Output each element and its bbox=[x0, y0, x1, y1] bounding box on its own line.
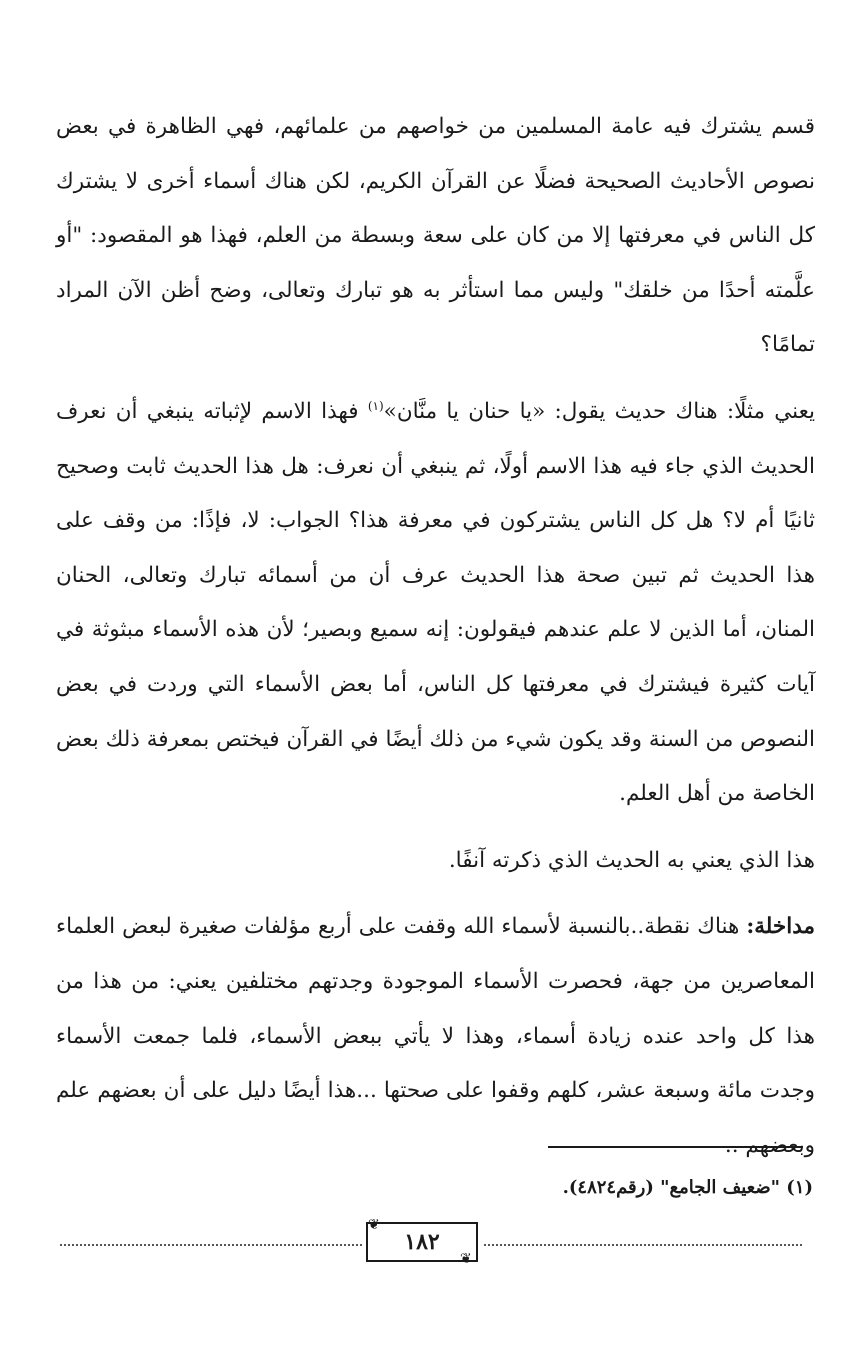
page-number: ١٨٢ bbox=[404, 1229, 440, 1255]
footer-dotted-line-right bbox=[484, 1244, 802, 1246]
footer-dotted-line-left bbox=[60, 1244, 362, 1246]
paragraph-1-text: قسم يشترك فيه عامة المسلمين من خواصهم من علمائهم، فهي الظاهرة في بعض نصوص الأحاديث الصحيحة فضلًا عن القرآن الكريم، لكن هناك أسماء أخرى لا يشترك كل الناس في معرفتها إلا من كان على سعة وبسطة من العلم، فهذا هو المقصود: "أو علَّمته أحدًا من خلقك" وليس مما استأثر به هو تبارك وتعالى، وضح أظن الآن المراد تمامًا؟ bbox=[56, 114, 815, 358]
paragraph-4 bbox=[56, 900, 815, 1173]
footnote-separator bbox=[548, 1146, 803, 1148]
ornament-icon: ❦ bbox=[368, 1217, 380, 1233]
paragraph-1 bbox=[56, 100, 815, 373]
main-text bbox=[56, 100, 815, 1173]
interjection-label: مداخلة: bbox=[746, 914, 815, 940]
ornament-icon: ❦ bbox=[460, 1251, 472, 1267]
paragraph-2-text-start: يعني مثلًا: هناك حديث يقول: «يا حنان يا منَّان» bbox=[383, 398, 815, 424]
paragraph-4-text: هناك نقطة..بالنسبة لأسماء الله وقفت على أربع مؤلفات صغيرة لبعض العلماء المعاصرين من جهة، فحصرت الأسماء الموجودة وجدتهم مختلفين يعني: من هذا من هذا كل واحد عنده زيادة أسماء، وهذا لا يأتي ببعض الأسماء، فلما جمعت الأسماء وجدت مائة وسبعة عشر، كلهم وقفوا على صحتها ...هذا أيضًا دليل على أن بعضهم علم وبعضهم .. bbox=[56, 914, 815, 1158]
paragraph-3 bbox=[56, 834, 815, 889]
paragraph-2-text-end: فهذا الاسم لإثباته ينبغي أن نعرف الحديث الذي جاء فيه هذا الاسم أولًا، ثم ينبغي أن نعرف: هل هذا الحديث ثابت وصحيح ثانيًا أم لا؟ هل كل الناس يشتركون في معرفة هذا؟ الجواب: لا، فإذًا: من وقف على هذا الحديث ثم تبين صحة هذا الحديث عرف أن من أسمائه تبارك وتعالى، الحنان المنان، أما الذين لا علم عندهم فيقولون: إنه سميع وبصير؛ لأن هذه الأسماء مبثوثة في آيات كثيرة فيشترك في معرفتها كل الناس، أما بعض الأسماء التي وردت في بعض النصوص من السنة وقد يكون شيء من ذلك أيضًا في القرآن فيختص بمعرفة ذلك بعض الخاصة من أهل العلم. bbox=[56, 398, 815, 807]
footnote-marker[interactable]: (١) bbox=[367, 398, 384, 413]
footnote-text: (١) "ضعيف الجامع" (رقم٤٨٢٤). bbox=[562, 1177, 813, 1198]
paragraph-2 bbox=[56, 385, 815, 822]
paragraph-3-text: هذا الذي يعني به الحديث الذي ذكرته آنفًا. bbox=[448, 847, 815, 873]
